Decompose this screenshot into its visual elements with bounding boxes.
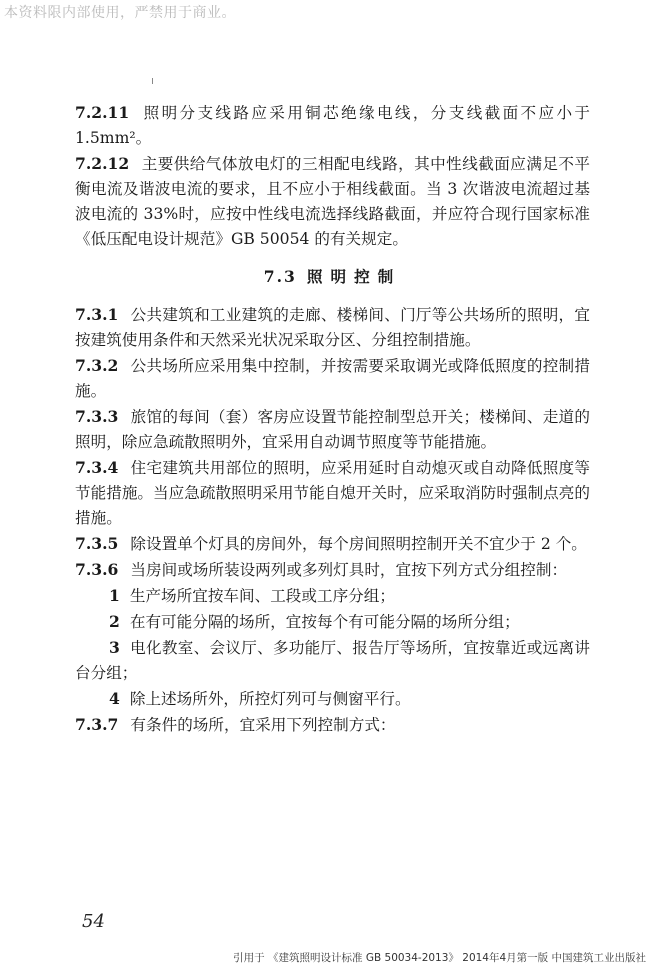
list-item [75,609,590,635]
clause-text: 当房间或场所装设两列或多列灯具时，宜按下列方式分组控制： [130,561,568,579]
item-text: 电化教室、会议厅、多功能厅、报告厅等场所，宜按靠近或远离讲台分组； [75,639,590,682]
item-number: 1 [109,586,120,605]
section-title: 照明控制 [306,267,402,286]
item-number: 4 [109,689,120,708]
clause [75,531,590,557]
clause-text: 除设置单个灯具的房间外，每个房间照明控制开关不宜少于 2 个。 [130,535,587,553]
clause [75,712,590,738]
clause-number: 7.3.1 [75,305,119,324]
clause-text: 旅馆的每间（套）客房应设置节能控制型总开关；楼梯间、走道的照明，除应急疏散照明外，宜采用自动调节照度等节能措施。 [75,408,590,451]
page-body [75,100,590,738]
item-text: 生产场所宜按车间、工段或工序分组； [129,587,395,605]
clause-text: 公共建筑和工业建筑的走廊、楼梯间、门厅等公共场所的照明，宜按建筑使用条件和天然采光状况采取分区、分组控制措施。 [75,306,590,349]
section-heading [75,264,590,289]
list-item [75,686,590,712]
list-item [75,635,590,686]
clause-number: 7.3.2 [75,356,119,375]
clause-number: 7.3.4 [75,458,119,477]
section-number: 7.3 [263,267,297,286]
clause [75,353,590,404]
clause-number: 7.3.3 [75,407,119,426]
citation-footer: 引用于 《建筑照明设计标准 GB 50034-2013》 2014年4月第一版 中国建筑工业出版社 [233,952,646,964]
list-item [75,583,590,609]
clause-number: 7.3.5 [75,534,119,553]
clause-text: 照明分支线路应采用铜芯绝缘电线，分支线截面不应小于 1.5mm²。 [75,104,590,147]
clause [75,557,590,583]
clause-text: 住宅建筑共用部位的照明，应采用延时自动熄灭或自动降低照度等节能措施。当应急疏散照明采用节能自熄开关时，应采取消防时强制点亮的措施。 [75,459,590,527]
page-number: 54 [82,911,105,932]
clause-number: 7.2.12 [75,154,130,173]
clause-number: 7.2.11 [75,103,130,122]
clause-number: 7.3.7 [75,715,119,734]
watermark: 本资料限内部使用，严禁用于商业。 [4,5,236,21]
scan-mark [152,78,153,84]
item-text: 在有可能分隔的场所，宜按每个有可能分隔的场所分组； [129,613,520,631]
item-text: 除上述场所外，所控灯列可与侧窗平行。 [129,690,411,708]
clause [75,151,590,252]
clause [75,455,590,531]
clause-text: 有条件的场所，宜采用下列控制方式： [130,716,396,734]
clause-text: 公共场所应采用集中控制，并按需要采取调光或降低照度的控制措施。 [75,357,590,400]
clause [75,404,590,455]
clause [75,302,590,353]
item-number: 3 [109,638,120,657]
clause-text: 主要供给气体放电灯的三相配电线路，其中性线截面应满足不平衡电流及谐波电流的要求，且不应小于相线截面。当 3 次谐波电流超过基波电流的 33%时，应按中性线电流选择线路截面，并应符合现行国家标准《低压配电设计规范》GB 50054 的有关规定。 [75,155,590,248]
clause [75,100,590,151]
clause-number: 7.3.6 [75,560,119,579]
item-number: 2 [109,612,120,631]
